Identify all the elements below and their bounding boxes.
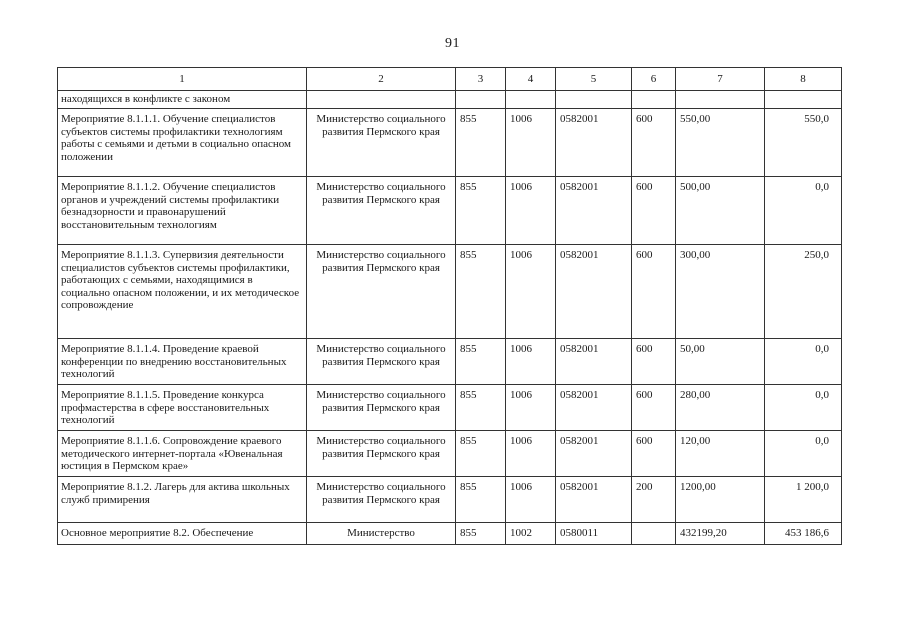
organization-cell: Министерство социального развития Пермского края — [307, 245, 456, 339]
amount-cell: 453 186,6 — [765, 523, 842, 545]
code-cell: 855 — [456, 385, 506, 431]
code-cell — [506, 91, 556, 109]
code-cell: 0580011 — [556, 523, 632, 545]
activity-name-cell: Основное мероприятие 8.2. Обеспечение — [58, 523, 307, 545]
code-cell: 0582001 — [556, 385, 632, 431]
table-row — [58, 109, 842, 177]
column-header: 4 — [506, 68, 556, 91]
organization-cell: Министерство — [307, 523, 456, 545]
activity-name-cell: Мероприятие 8.1.1.6. Сопровождение краевого методического интернет-портала «Ювенальная юстиция в Пермском крае» — [58, 431, 307, 477]
amount-cell: 250,0 — [765, 245, 842, 339]
amount-cell: 0,0 — [765, 177, 842, 245]
code-cell: 0582001 — [556, 431, 632, 477]
code-cell: 855 — [456, 177, 506, 245]
code-cell: 600 — [632, 245, 676, 339]
organization-cell: Министерство социального развития Пермского края — [307, 339, 456, 385]
amount-cell — [765, 91, 842, 109]
code-cell: 1006 — [506, 339, 556, 385]
organization-cell: Министерство социального развития Пермского края — [307, 109, 456, 177]
amount-cell: 1200,00 — [676, 477, 765, 523]
code-cell: 0582001 — [556, 339, 632, 385]
table-row — [58, 431, 842, 477]
code-cell — [556, 91, 632, 109]
table-header-row — [58, 68, 842, 91]
column-header: 7 — [676, 68, 765, 91]
amount-cell: 50,00 — [676, 339, 765, 385]
amount-cell: 0,0 — [765, 385, 842, 431]
amount-cell: 500,00 — [676, 177, 765, 245]
code-cell: 0582001 — [556, 477, 632, 523]
organization-cell: Министерство социального развития Пермского края — [307, 385, 456, 431]
table-row — [58, 385, 842, 431]
amount-cell — [676, 91, 765, 109]
activity-name-cell: Мероприятие 8.1.1.3. Супервизия деятельности специалистов субъектов системы профилактики, работающих с семьями, находящимися в социально опасном положении, и их методическое сопровождение — [58, 245, 307, 339]
column-header: 1 — [58, 68, 307, 91]
code-cell: 1006 — [506, 431, 556, 477]
code-cell: 855 — [456, 109, 506, 177]
code-cell: 855 — [456, 523, 506, 545]
column-header: 6 — [632, 68, 676, 91]
amount-cell: 280,00 — [676, 385, 765, 431]
code-cell: 1006 — [506, 477, 556, 523]
code-cell: 1006 — [506, 385, 556, 431]
amount-cell: 432199,20 — [676, 523, 765, 545]
code-cell: 1006 — [506, 177, 556, 245]
code-cell: 855 — [456, 339, 506, 385]
code-cell: 600 — [632, 109, 676, 177]
code-cell — [632, 523, 676, 545]
amount-cell: 1 200,0 — [765, 477, 842, 523]
page-number: 91 — [445, 36, 460, 51]
organization-cell: Министерство социального развития Пермского края — [307, 477, 456, 523]
code-cell: 600 — [632, 385, 676, 431]
column-header: 5 — [556, 68, 632, 91]
amount-cell: 550,00 — [676, 109, 765, 177]
amount-cell: 550,0 — [765, 109, 842, 177]
activity-name-cell: Мероприятие 8.1.1.5. Проведение конкурса профмастерства в сфере восстановительных технологий — [58, 385, 307, 431]
amount-cell: 0,0 — [765, 339, 842, 385]
code-cell: 200 — [632, 477, 676, 523]
code-cell: 1002 — [506, 523, 556, 545]
code-cell: 0582001 — [556, 245, 632, 339]
activity-name-cell: Мероприятие 8.1.1.1. Обучение специалистов субъектов системы профилактики технологиям работы с семьями и детьми в социально опасном положении — [58, 109, 307, 177]
code-cell: 600 — [632, 339, 676, 385]
activity-name-cell: находящихся в конфликте с законом — [58, 91, 307, 109]
amount-cell: 300,00 — [676, 245, 765, 339]
code-cell: 0582001 — [556, 109, 632, 177]
activity-name-cell: Мероприятие 8.1.1.4. Проведение краевой конференции по внедрению восстановительных технологий — [58, 339, 307, 385]
activity-name-cell: Мероприятие 8.1.2. Лагерь для актива школьных служб примирения — [58, 477, 307, 523]
budget-table — [57, 67, 842, 545]
column-header: 8 — [765, 68, 842, 91]
organization-cell: Министерство социального развития Пермского края — [307, 177, 456, 245]
table-row — [58, 177, 842, 245]
organization-cell: Министерство социального развития Пермского края — [307, 431, 456, 477]
code-cell: 0582001 — [556, 177, 632, 245]
activity-name-cell: Мероприятие 8.1.1.2. Обучение специалистов органов и учреждений системы профилактики безнадзорности и правонарушений восстановительным технологиям — [58, 177, 307, 245]
table-row — [58, 91, 842, 109]
column-header: 3 — [456, 68, 506, 91]
code-cell: 600 — [632, 177, 676, 245]
organization-cell — [307, 91, 456, 109]
code-cell: 1006 — [506, 245, 556, 339]
table-row — [58, 245, 842, 339]
code-cell: 855 — [456, 431, 506, 477]
table-row — [58, 477, 842, 523]
code-cell: 1006 — [506, 109, 556, 177]
code-cell: 855 — [456, 245, 506, 339]
code-cell — [632, 91, 676, 109]
table-row — [58, 523, 842, 545]
amount-cell: 0,0 — [765, 431, 842, 477]
column-header: 2 — [307, 68, 456, 91]
code-cell: 600 — [632, 431, 676, 477]
code-cell: 855 — [456, 477, 506, 523]
amount-cell: 120,00 — [676, 431, 765, 477]
code-cell — [456, 91, 506, 109]
table-row — [58, 339, 842, 385]
